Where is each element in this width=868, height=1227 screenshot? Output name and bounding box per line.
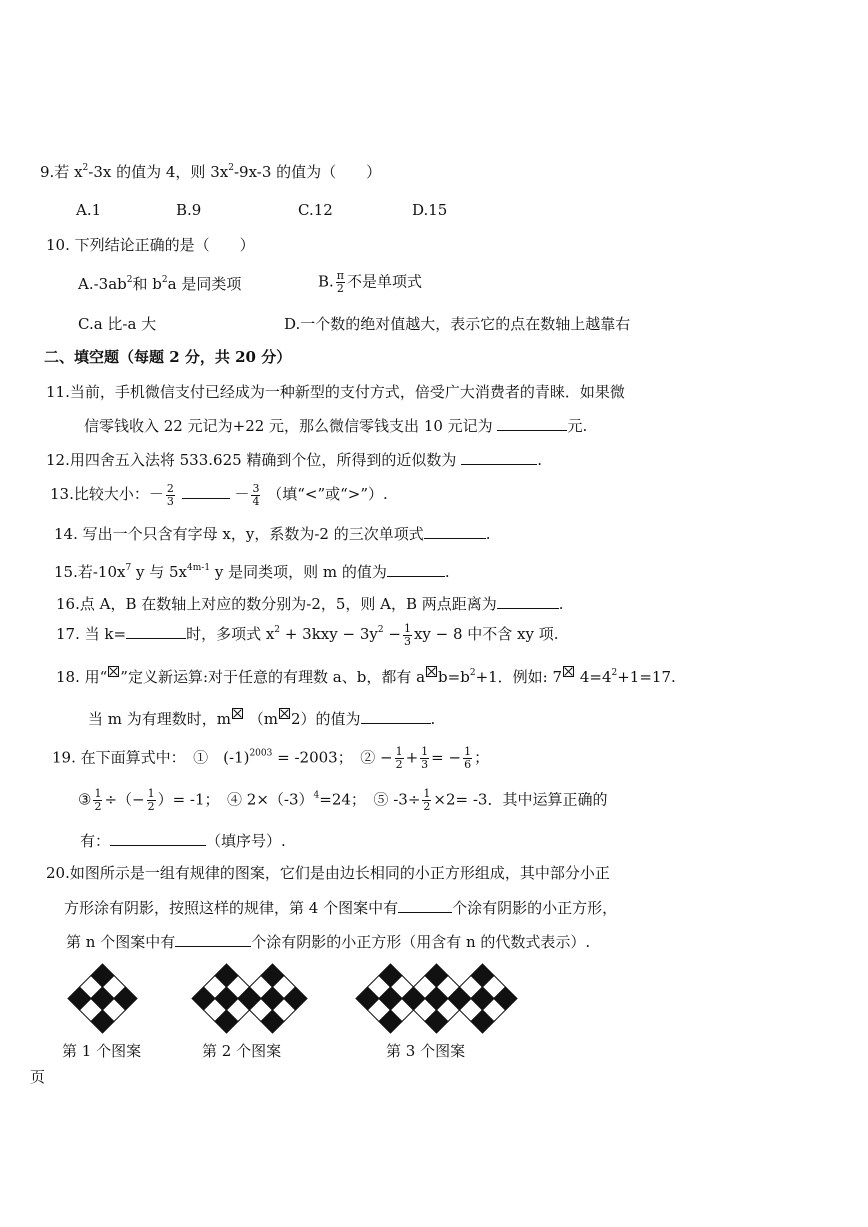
- custom-operator-icon: [563, 666, 574, 677]
- question-20-line-2: [64, 896, 617, 919]
- q13-neg-2: －: [234, 485, 250, 503]
- q19-e2-frac-3: [463, 746, 472, 771]
- q17-pre: 17. 当 k=: [56, 625, 127, 643]
- question-11-line-2: [84, 414, 587, 437]
- q16-post: .: [558, 595, 564, 613]
- q15-sup-1: 7: [125, 563, 132, 573]
- q17-sup-2: 2: [377, 625, 384, 635]
- q18-sup-1: 2: [469, 668, 476, 678]
- q19-l2-div: ÷（−: [104, 790, 145, 809]
- q10-option-c: C.a 比-a 大: [78, 315, 157, 333]
- q19-e2-neg: −: [380, 748, 393, 767]
- question-9: [40, 161, 381, 183]
- q17-fraction: [403, 623, 412, 648]
- q9-option-b: B.9: [176, 201, 202, 219]
- q19-e2-f3-den: 6: [464, 758, 472, 771]
- q19-l2-f2-num: 1: [147, 787, 155, 800]
- q19-l2-frac-3: [422, 788, 431, 813]
- q18-pre: 18. 用“: [56, 668, 108, 686]
- q13-pre: 13.比较大小：: [50, 485, 149, 503]
- q19-l2-frac-2: [147, 788, 156, 813]
- q19-e2-f1-den: 2: [395, 758, 403, 771]
- q19-l2-end: ×2= -3．其中运算正确的: [433, 790, 608, 809]
- question-13: [50, 482, 388, 508]
- pattern-2-figure: [190, 962, 310, 1032]
- pattern-1-label: 第 1 个图案: [62, 1042, 142, 1060]
- q10-a-sup-2: 2: [161, 275, 168, 285]
- q14-pre: 14. 写出一个只含有字母 x，y，系数为-2 的三次单项式: [54, 525, 424, 543]
- q20-line3-post: 个涂有阴影的小正方形（用含有 n 的代数式表示）.: [251, 933, 591, 951]
- q18-line2-mid-2: 2）的值为: [291, 710, 361, 728]
- q13-neg-1: －: [148, 485, 164, 503]
- q9-text-a: 9.若 x: [40, 163, 83, 181]
- q15-pre: 15.若-10x: [54, 563, 126, 581]
- question-16: [56, 592, 564, 615]
- q19-pre: 19. 在下面算式中： ① (-1): [52, 748, 250, 767]
- q10-option-a: [78, 273, 241, 295]
- q18-line2-mid: （m: [248, 710, 278, 728]
- q11-line2-post: 元.: [567, 417, 588, 435]
- question-14: [54, 522, 491, 545]
- q12-post: .: [537, 451, 542, 469]
- q15-answer-blank[interactable]: [387, 560, 445, 577]
- question-19-line-3: [80, 829, 286, 852]
- q10-a-1: A.-3ab: [78, 275, 127, 293]
- q18-answer-blank[interactable]: [361, 707, 431, 724]
- question-12: [46, 448, 542, 471]
- q19-answer-blank[interactable]: [110, 829, 206, 846]
- q18-line2-pre: 当 m 为有理数时，m: [88, 710, 231, 728]
- q19-l2-eq4: =24； ⑤ -3÷: [319, 790, 421, 809]
- question-15: [54, 560, 450, 583]
- q19-e2-frac-1: [395, 746, 404, 771]
- q13-f1-den: 3: [166, 494, 174, 508]
- question-19-line-2: [78, 788, 607, 813]
- question-19-line-1: [52, 746, 489, 771]
- q15-sup-2: 4m-1: [187, 563, 211, 573]
- q17-f-num: 1: [403, 621, 411, 635]
- q19-e2-f2-den: 3: [421, 758, 429, 771]
- q10-b-den: 2: [336, 282, 344, 295]
- q17-f-den: 3: [403, 634, 411, 648]
- q13-post: （填“<”或“>”）.: [267, 485, 388, 503]
- q19-e2-f1-num: 1: [395, 745, 403, 758]
- q19-l2-eq: ）= -1； ④ 2×（-3）: [157, 790, 314, 809]
- pattern-3-label: 第 3 个图案: [386, 1042, 466, 1060]
- q20-answer-blank-2[interactable]: [175, 930, 251, 947]
- question-11-line-1: 11.当前，手机微信支付已经成为一种新型的支付方式，倍受广大消费者的青睐．如果微: [46, 383, 625, 401]
- q10-b-post: 不是单项式: [347, 272, 423, 291]
- q18-ex-2: +1=17.: [617, 668, 676, 686]
- q10-b-num: π: [336, 269, 345, 282]
- q19-l3-post: （填序号）.: [206, 832, 286, 850]
- q9-text-c: -9x-3 的值为（ ）: [233, 163, 382, 181]
- q11-line2-pre: 信零钱收入 22 元记为+22 元，那么微信零钱支出 10 元记为: [84, 417, 493, 435]
- custom-operator-icon: [426, 666, 437, 677]
- custom-operator-icon: [108, 666, 119, 677]
- q13-f2-num: 3: [252, 481, 260, 495]
- q13-answer-blank[interactable]: [182, 482, 230, 499]
- q10-a-3: a 是同类项: [167, 275, 242, 293]
- q12-answer-blank[interactable]: [461, 448, 537, 465]
- q19-l3-pre: 有：: [80, 832, 111, 850]
- question-18-line-2: [88, 707, 435, 730]
- q19-l2-f3-num: 1: [423, 787, 431, 800]
- q9-option-d: D.15: [412, 201, 448, 219]
- q19-e2-frac-2: [420, 746, 429, 771]
- q19-e2-eq: = −: [431, 748, 462, 767]
- question-17: [56, 622, 559, 648]
- q10-b-fraction: [336, 270, 345, 295]
- q10-option-b: [318, 270, 422, 295]
- q16-pre: 16.点 A，B 在数轴上对应的数分别为-2，5，则 A，B 两点距离为: [56, 595, 497, 613]
- q19-e2-plus: +: [405, 748, 419, 767]
- question-20-line-3: [66, 930, 590, 953]
- q20-line3-pre: 第 n 个图案中有: [66, 933, 176, 951]
- q10-a-sup-1: 2: [126, 275, 133, 285]
- q19-e2-end: ；: [474, 748, 490, 767]
- q19-sup-1: 2003: [249, 748, 273, 759]
- q10-a-2: 和 b: [132, 275, 162, 293]
- q15-post-2: .: [444, 563, 450, 581]
- question-18-line-1: [56, 666, 676, 688]
- q18-def: ”定义新运算:对于任意的有理数 a、b，都有 a: [120, 668, 426, 686]
- q13-fraction-1: [166, 483, 175, 508]
- q19-e2-f3-num: 1: [464, 745, 472, 758]
- pattern-3-figure: [354, 962, 514, 1032]
- q19-eq-1: = -2003； ②: [277, 748, 376, 767]
- q17-mid-1: 时，多项式 x: [186, 625, 275, 643]
- q18-line2-post: .: [430, 710, 436, 728]
- q14-answer-blank[interactable]: [424, 522, 486, 539]
- q9-option-a: A.1: [76, 201, 102, 219]
- q19-e2-f2-num: 1: [421, 745, 429, 758]
- q19-l2-f3-den: 2: [423, 800, 431, 813]
- q17-mid-3: −: [388, 625, 401, 643]
- q18-ex: 4=4: [579, 668, 612, 686]
- q10-b-pre: B.: [318, 272, 334, 291]
- custom-operator-icon: [232, 708, 243, 719]
- section-2-heading: 二、填空题（每题 2 分，共 20 分）: [44, 348, 292, 366]
- q17-sup-1: 2: [274, 625, 281, 635]
- q17-post: xy − 8 中不含 xy 项.: [413, 625, 559, 643]
- q14-post: .: [485, 525, 491, 543]
- q18-def-3: +1．例如: 7: [475, 668, 563, 686]
- q18-sup-2: 2: [611, 668, 618, 678]
- q9-sup-1: 2: [82, 163, 89, 173]
- q20-line2-post: 个涂有阴影的小正方形，: [452, 899, 618, 917]
- q13-fraction-2: [251, 483, 260, 508]
- custom-operator-icon: [279, 708, 290, 719]
- question-10-stem: 10. 下列结论正确的是（ ）: [46, 236, 255, 254]
- q9-option-c: C.12: [298, 201, 333, 219]
- page-footer: 页: [30, 1068, 46, 1086]
- q13-f2-den: 4: [252, 494, 260, 508]
- q13-f1-num: 2: [166, 481, 174, 495]
- q19-l2-c3: ③: [78, 790, 92, 809]
- question-20-line-1: 20.如图所示是一组有规律的图案，它们是由边长相同的小正方形组成，其中部分小正: [46, 864, 610, 882]
- q9-text-b: -3x 的值为 4，则 3x: [88, 163, 229, 181]
- q9-sup-2: 2: [228, 163, 234, 173]
- pattern-1-figure: [66, 962, 136, 1032]
- q15-post-1: y 是同类项，则 m 的值为: [214, 563, 387, 581]
- q19-l2-frac-1: [93, 788, 102, 813]
- q16-answer-blank[interactable]: [497, 592, 559, 609]
- q15-mid: y 与 5x: [136, 563, 188, 581]
- pattern-2-label: 第 2 个图案: [202, 1042, 282, 1060]
- q19-l2-sup: 4: [313, 790, 320, 801]
- q11-answer-blank[interactable]: [497, 414, 567, 431]
- q19-l2-f1-den: 2: [94, 800, 102, 813]
- q19-l2-f1-num: 1: [94, 787, 102, 800]
- q17-mid-2: + 3kxy − 3y: [284, 625, 378, 643]
- q18-def-2: b=b: [438, 668, 470, 686]
- q17-answer-blank[interactable]: [126, 622, 186, 639]
- q20-line2-pre: 方形涂有阴影，按照这样的规律，第 4 个图案中有: [64, 899, 399, 917]
- q10-option-d: D.一个数的绝对值越大，表示它的点在数轴上越靠右: [284, 315, 631, 333]
- q12-pre: 12.用四舍五入法将 533.625 精确到个位，所得到的近似数为: [46, 451, 457, 469]
- q20-answer-blank-1[interactable]: [398, 896, 452, 913]
- q19-l2-f2-den: 2: [147, 800, 155, 813]
